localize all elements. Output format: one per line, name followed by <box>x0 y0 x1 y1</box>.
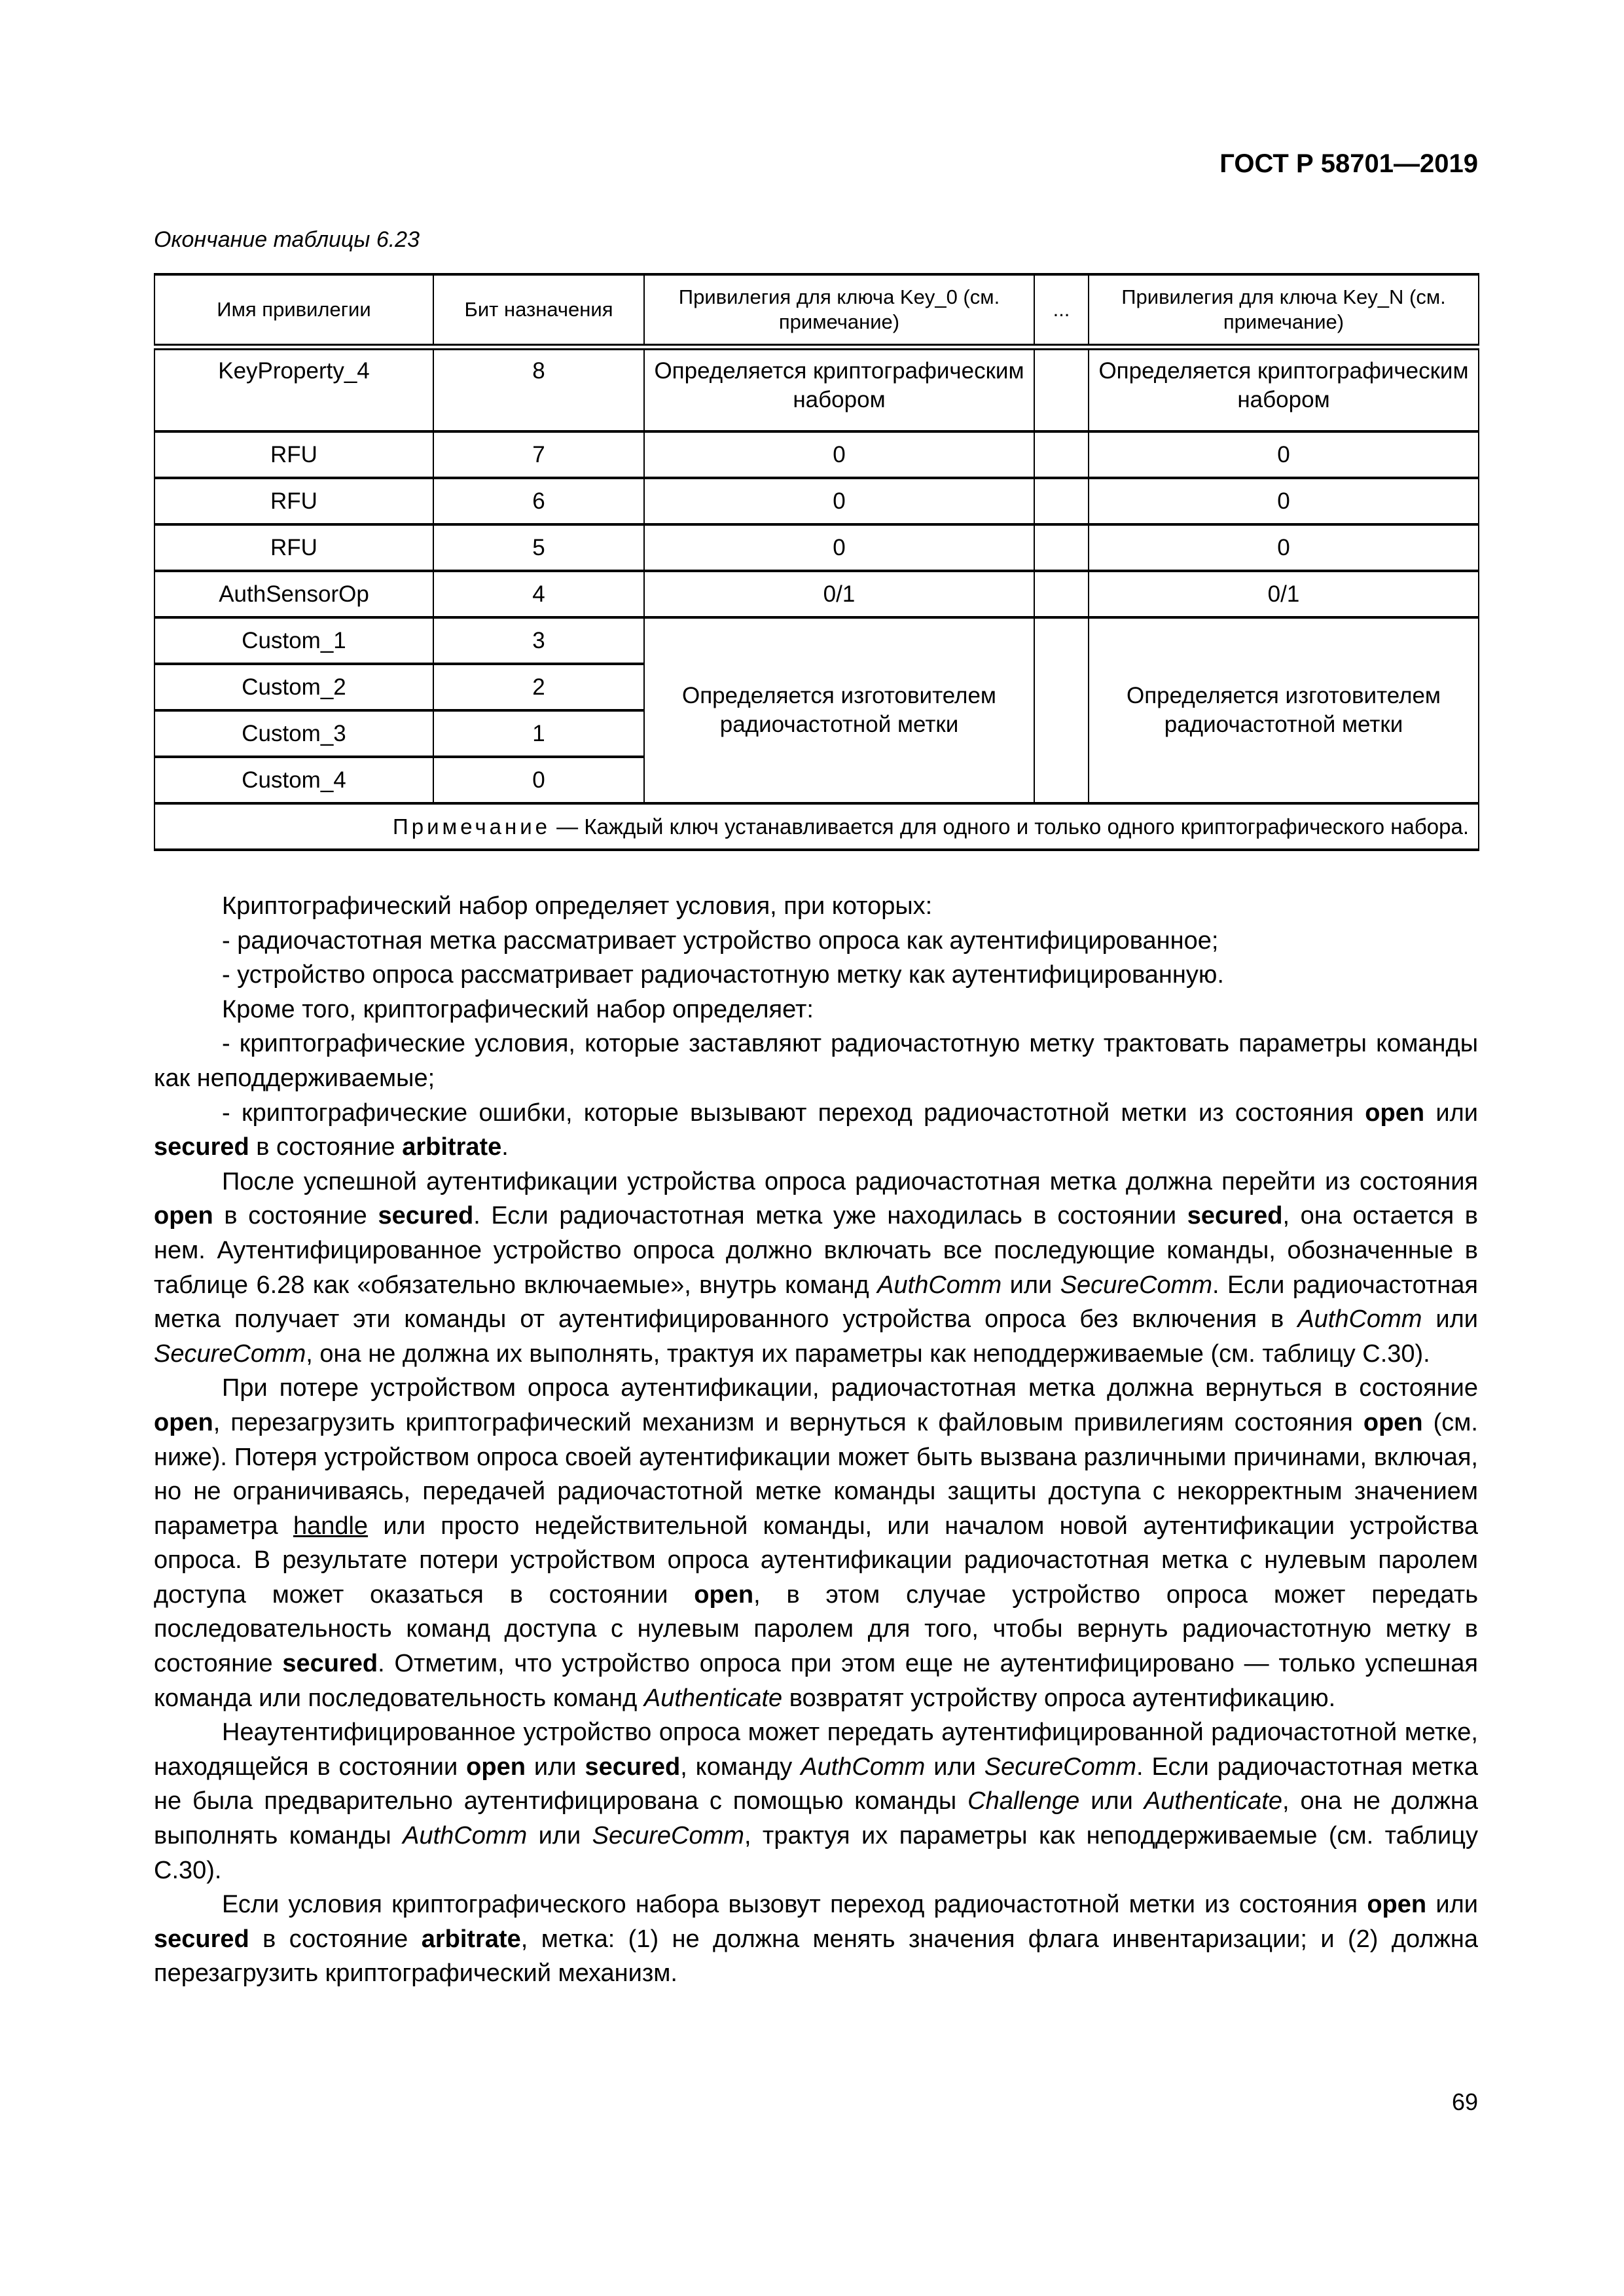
table-note <box>154 803 1479 850</box>
text-run: , команду <box>680 1753 801 1781</box>
table-cell: 3 <box>433 617 644 664</box>
text-run: возвратят устройству опроса аутентификацию. <box>782 1684 1336 1712</box>
text-run: - криптографические ошибки, которые вызывают переход радиочастотной метки из состояния <box>222 1099 1365 1127</box>
text-run: - устройство опроса рассматривает радиочастотную метку как аутентифицированную. <box>222 961 1224 989</box>
state-name: arbitrate <box>421 1925 521 1953</box>
table-cell: 7 <box>433 431 644 478</box>
page-number: 69 <box>1451 2088 1478 2115</box>
command-name: AuthComm <box>877 1271 1002 1299</box>
table-cell: 6 <box>433 478 644 524</box>
table-cell: RFU <box>154 431 433 478</box>
text-run: . <box>501 1133 509 1161</box>
table-cell: 1 <box>433 710 644 757</box>
table-cell: Custom_1 <box>154 617 433 664</box>
table-cell: Определяется криптографическим набором <box>1089 347 1479 431</box>
text-run: Неаутентифицированное устройство опроса может передать аутентифицированной радиочастотной метке, находящейся в состоянии <box>154 1719 1478 1781</box>
paragraph <box>154 958 1478 993</box>
note-label: Примечание <box>393 814 551 839</box>
command-name: SecureComm <box>154 1339 306 1368</box>
table-cell: 0 <box>644 478 1034 524</box>
text-run: в состояние <box>213 1202 378 1230</box>
paragraph <box>154 924 1478 958</box>
command-name: Authenticate <box>643 1684 783 1712</box>
state-name: open <box>466 1753 526 1781</box>
column-header: Привилегия для ключа Key_0 (см. примечание) <box>644 274 1034 347</box>
command-name: AuthComm <box>801 1753 926 1781</box>
paragraph <box>154 1165 1478 1372</box>
table-cell <box>1034 617 1089 803</box>
column-header: Привилегия для ключа Key_N (см. примечание) <box>1089 274 1479 347</box>
command-name: Challenge <box>967 1787 1080 1815</box>
paragraph <box>154 1371 1478 1715</box>
state-name: open <box>694 1580 754 1609</box>
table-cell: Определяется изготовителем радиочастотной метки <box>644 617 1034 803</box>
table-cell: 8 <box>433 347 644 431</box>
text-run: или <box>1001 1271 1060 1299</box>
text-run: Кроме того, криптографический набор определяет: <box>222 995 814 1023</box>
text-run: . Если радиочастотная метка получает эти команды от аутентифицированного устройства опроса без включения в <box>154 1271 1479 1334</box>
table-cell <box>1034 478 1089 524</box>
text-run: При потере устройством опроса аутентификации, радиочастотная метка должна вернуться в состояние <box>222 1374 1478 1402</box>
table-cell: 0 <box>1089 524 1479 571</box>
table-row <box>154 478 1479 524</box>
column-header: Имя привилегии <box>154 274 433 347</box>
text-run: , она остается в нем. Аутентифицированное устройство опроса должно включать все последующие команды, обозначенные в таблице 6.28 как «обязательно включаемые», внутрь команд <box>154 1202 1478 1299</box>
paragraph <box>154 889 1478 924</box>
table-cell: Custom_3 <box>154 710 433 757</box>
state-name: open <box>1365 1099 1425 1127</box>
text-run: - криптографические условия, которые заставляют радиочастотную метку трактовать параметры команды как неподдерживаемые; <box>154 1030 1478 1092</box>
command-name: AuthComm <box>1297 1305 1422 1334</box>
state-name: secured <box>1187 1202 1283 1230</box>
text-run: или <box>1424 1099 1478 1127</box>
text-run: , она не должна выполнять команды <box>154 1787 1478 1850</box>
column-header: ... <box>1034 274 1089 347</box>
table-cell <box>1034 524 1089 571</box>
state-name: secured <box>378 1202 474 1230</box>
privileges-table <box>154 273 1479 851</box>
table-cell: 0 <box>1089 478 1479 524</box>
table-caption: Окончание таблицы 6.23 <box>154 227 420 252</box>
table-cell: Custom_4 <box>154 757 433 803</box>
body-text <box>154 889 1478 1991</box>
table-cell: 0 <box>644 524 1034 571</box>
paragraph <box>154 1715 1478 1887</box>
table-row <box>154 431 1479 478</box>
table-cell: 2 <box>433 664 644 710</box>
text-run: или <box>925 1753 984 1781</box>
table-cell: KeyProperty_4 <box>154 347 433 431</box>
command-name: AuthComm <box>403 1822 528 1850</box>
command-name: SecureComm <box>984 1753 1137 1781</box>
table-row <box>154 347 1479 431</box>
text-run: или просто недействительной команды, или началом новой аутентификации устройства опроса. В результате потери устройством опроса аутентификации радиочастотная метка с нулевым паролем доступа может оказаться в состоянии <box>154 1512 1478 1609</box>
note-text: — Каждый ключ устанавливается для одного и только одного криптографического набора. <box>550 814 1469 839</box>
text-run: или <box>525 1753 585 1781</box>
table-cell <box>1034 431 1089 478</box>
table-cell: 4 <box>433 571 644 617</box>
table-cell: Custom_2 <box>154 664 433 710</box>
table-cell: RFU <box>154 478 433 524</box>
table-cell: AuthSensorOp <box>154 571 433 617</box>
table-row <box>154 524 1479 571</box>
table-cell <box>1034 571 1089 617</box>
table-note-row <box>154 803 1479 850</box>
text-run: . Отметим, что устройство опроса при этом еще не аутентифицировано — только успешная команда или последовательность команд <box>154 1650 1478 1712</box>
text-run: (см. ниже). Потеря устройством опроса своей аутентификации может быть вызвана различными причинами, включая, но не ограничиваясь, передачей радиочастотной метке команды защиты доступа с некорректным значением параметра <box>154 1408 1478 1540</box>
text-run: , в этом случае устройство опроса может передать последовательность команд доступа с нулевым паролем для того, чтобы вернуть радиочастотную метку в состояние <box>154 1580 1479 1678</box>
state-name: open <box>1367 1891 1427 1919</box>
command-name: SecureComm <box>1060 1271 1212 1299</box>
text-run: . Если радиочастотная метка уже находилась в состоянии <box>473 1202 1187 1230</box>
table-cell: 0 <box>644 431 1034 478</box>
text-run: или <box>1422 1305 1478 1334</box>
text-run: . Если радиочастотная метка не была предварительно аутентифицирована с помощью команды <box>154 1753 1478 1815</box>
paragraph <box>154 1096 1478 1165</box>
table-cell: 5 <box>433 524 644 571</box>
text-run: или <box>527 1822 592 1850</box>
state-name: open <box>154 1202 213 1230</box>
paragraph <box>154 993 1478 1027</box>
table-cell: 0 <box>433 757 644 803</box>
table-cell: RFU <box>154 524 433 571</box>
text-run: Если условия криптографического набора вызовут переход радиочастотной метки из состояния <box>222 1891 1367 1919</box>
command-name: Authenticate <box>1144 1787 1283 1815</box>
table-cell <box>1034 347 1089 431</box>
table-cell: 0 <box>1089 431 1479 478</box>
text-run: или <box>1426 1891 1478 1919</box>
state-name: secured <box>282 1650 378 1678</box>
text-run: - радиочастотная метка рассматривает устройство опроса как аутентифицированное; <box>222 926 1219 955</box>
document-number: ГОСТ Р 58701—2019 <box>1219 149 1478 178</box>
table-cell: 0/1 <box>1089 571 1479 617</box>
text-run: , перезагрузить криптографический механизм и вернуться к файловым привилегиям состояния <box>213 1408 1363 1436</box>
table-header-row <box>154 274 1479 347</box>
text-run: в состояние <box>249 1133 403 1161</box>
column-header: Бит назначения <box>433 274 644 347</box>
state-name: arbitrate <box>402 1133 502 1161</box>
text-run: , метка: (1) не должна менять значения флага инвентаризации; и (2) должна перезагрузить криптографический механизм. <box>154 1925 1478 1988</box>
text-run: Криптографический набор определяет условия, при которых: <box>222 892 933 920</box>
command-name: SecureComm <box>592 1822 744 1850</box>
paragraph <box>154 1887 1478 1991</box>
table-cell: 0/1 <box>644 571 1034 617</box>
text-run: , трактуя их параметры как неподдерживаемые (см. таблицу С.30). <box>154 1822 1478 1884</box>
text-run: , она не должна их выполнять, трактуя их параметры как неподдерживаемые (см. таблицу С.30). <box>306 1339 1430 1368</box>
state-name: secured <box>154 1133 249 1161</box>
state-name: open <box>1363 1408 1423 1436</box>
paragraph <box>154 1027 1478 1095</box>
table-row <box>154 617 1479 664</box>
state-name: open <box>154 1408 213 1436</box>
table-cell: Определяется изготовителем радиочастотной метки <box>1089 617 1479 803</box>
text-run: или <box>1079 1787 1144 1815</box>
state-name: secured <box>154 1925 249 1953</box>
table-cell: Определяется криптографическим набором <box>644 347 1034 431</box>
state-name: secured <box>585 1753 681 1781</box>
text-run: После успешной аутентификации устройства опроса радиочастотная метка должна перейти из состояния <box>222 1167 1478 1195</box>
text-run: в состояние <box>249 1925 422 1953</box>
table-row <box>154 571 1479 617</box>
parameter-name: handle <box>293 1512 369 1540</box>
